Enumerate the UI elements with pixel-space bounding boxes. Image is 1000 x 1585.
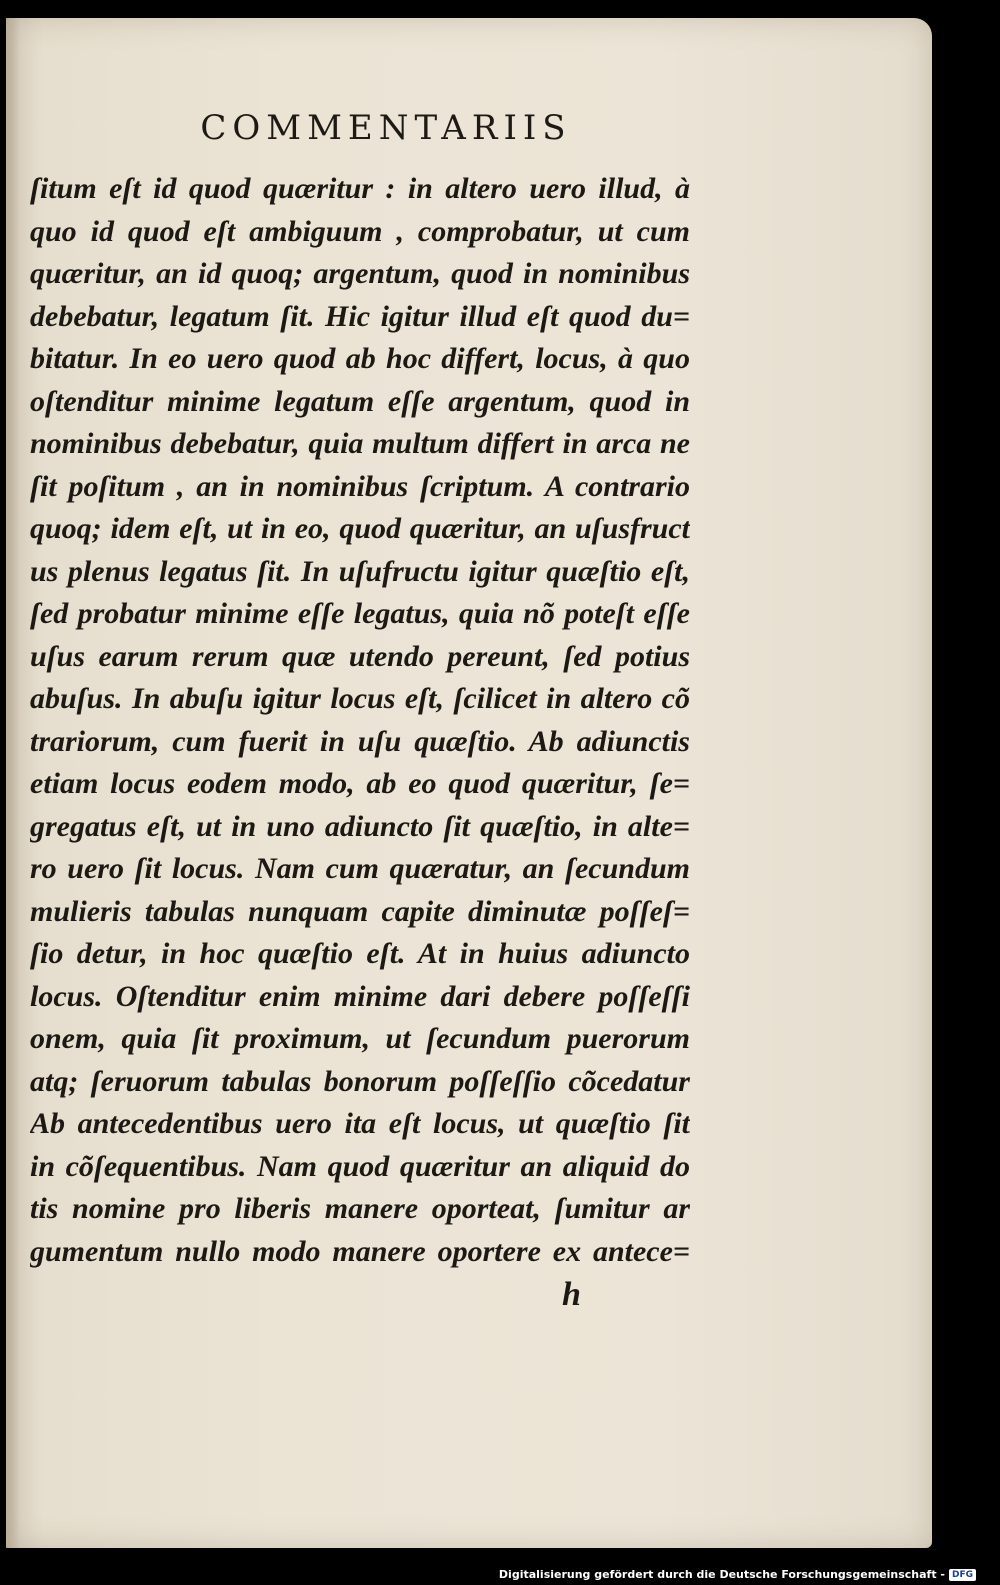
book-page <box>6 18 932 1548</box>
text-line: quo id quod eſt ambiguum , comprobatur, ut cum <box>30 214 690 248</box>
text-line: oſtenditur minime legatum eſſe argentum, quod in <box>30 384 690 418</box>
text-line: quoq; idem eſt, ut in eo, quod quæritur, an uſusfruct <box>30 512 690 545</box>
credit-text: Digitalisierung gefördert durch die Deutsche Forschungsgemeinschaft - <box>498 1568 945 1581</box>
text-line: ſitum eſt id quod quæritur : in altero uero illud, à <box>30 172 690 205</box>
running-head: COMMENTARIIS <box>200 108 572 148</box>
text-line: ſit poſitum , an in nominibus ſcriptum. A contrario <box>30 469 690 503</box>
text-line: ro uero ſit locus. Nam cum quæratur, an ſecundum <box>30 852 690 885</box>
text-line: in cõſequentibus. Nam quod quæritur an aliquid do <box>30 1149 690 1183</box>
text-line: gumentum nullo modo manere oportere ex antece= <box>30 1234 690 1268</box>
text-line: nominibus debebatur, quia multum differt in arca ne <box>30 427 690 460</box>
dfg-logo-icon: DFG <box>949 1569 976 1581</box>
text-line: tis nomine pro liberis manere oporteat, ſumitur ar <box>30 1192 690 1225</box>
text-line: uſus earum rerum quæ utendo pereunt, ſed potius <box>30 639 690 673</box>
text-line: ſed probatur minime eſſe legatus, quia nõ poteſt eſſe <box>30 597 690 630</box>
text-line: gregatus eſt, ut in uno adiuncto ſit quæſtio, in alte= <box>30 809 690 843</box>
signature-mark: h <box>562 1276 581 1313</box>
text-line: abuſus. In abuſu igitur locus eſt, ſcilicet in altero cõ <box>30 682 690 715</box>
digitization-credit <box>499 1568 976 1581</box>
text-line: ſio detur, in hoc quæſtio eſt. At in huius adiuncto <box>30 937 690 970</box>
text-line: mulieris tabulas nunquam capite diminutæ poſſeſ= <box>30 894 690 928</box>
text-line: atq; ſeruorum tabulas bonorum poſſeſſio cõcedatur <box>30 1064 690 1098</box>
text-line: Ab antecedentibus uero ita eſt locus, ut quæſtio ſit <box>30 1107 690 1140</box>
text-line: bitatur. In eo uero quod ab hoc differt, locus, à quo <box>30 342 690 375</box>
text-line: debebatur, legatum ſit. Hic igitur illud eſt quod du= <box>30 299 690 333</box>
text-line: us plenus legatus ſit. In uſufructu igitur quæſtio eſt, <box>30 554 690 588</box>
body-text <box>30 168 690 1273</box>
text-line: onem, quia ſit proximum, ut ſecundum puerorum <box>30 1022 690 1055</box>
text-line: quæritur, an id quoq; argentum, quod in nominibus <box>30 257 690 290</box>
text-line: locus. Oſtenditur enim minime dari debere poſſeſſi <box>30 979 690 1013</box>
text-line: trariorum, cum fuerit in uſu quæſtio. Ab adiunctis <box>30 724 690 758</box>
text-line: etiam locus eodem modo, ab eo quod quæritur, ſe= <box>30 767 690 800</box>
